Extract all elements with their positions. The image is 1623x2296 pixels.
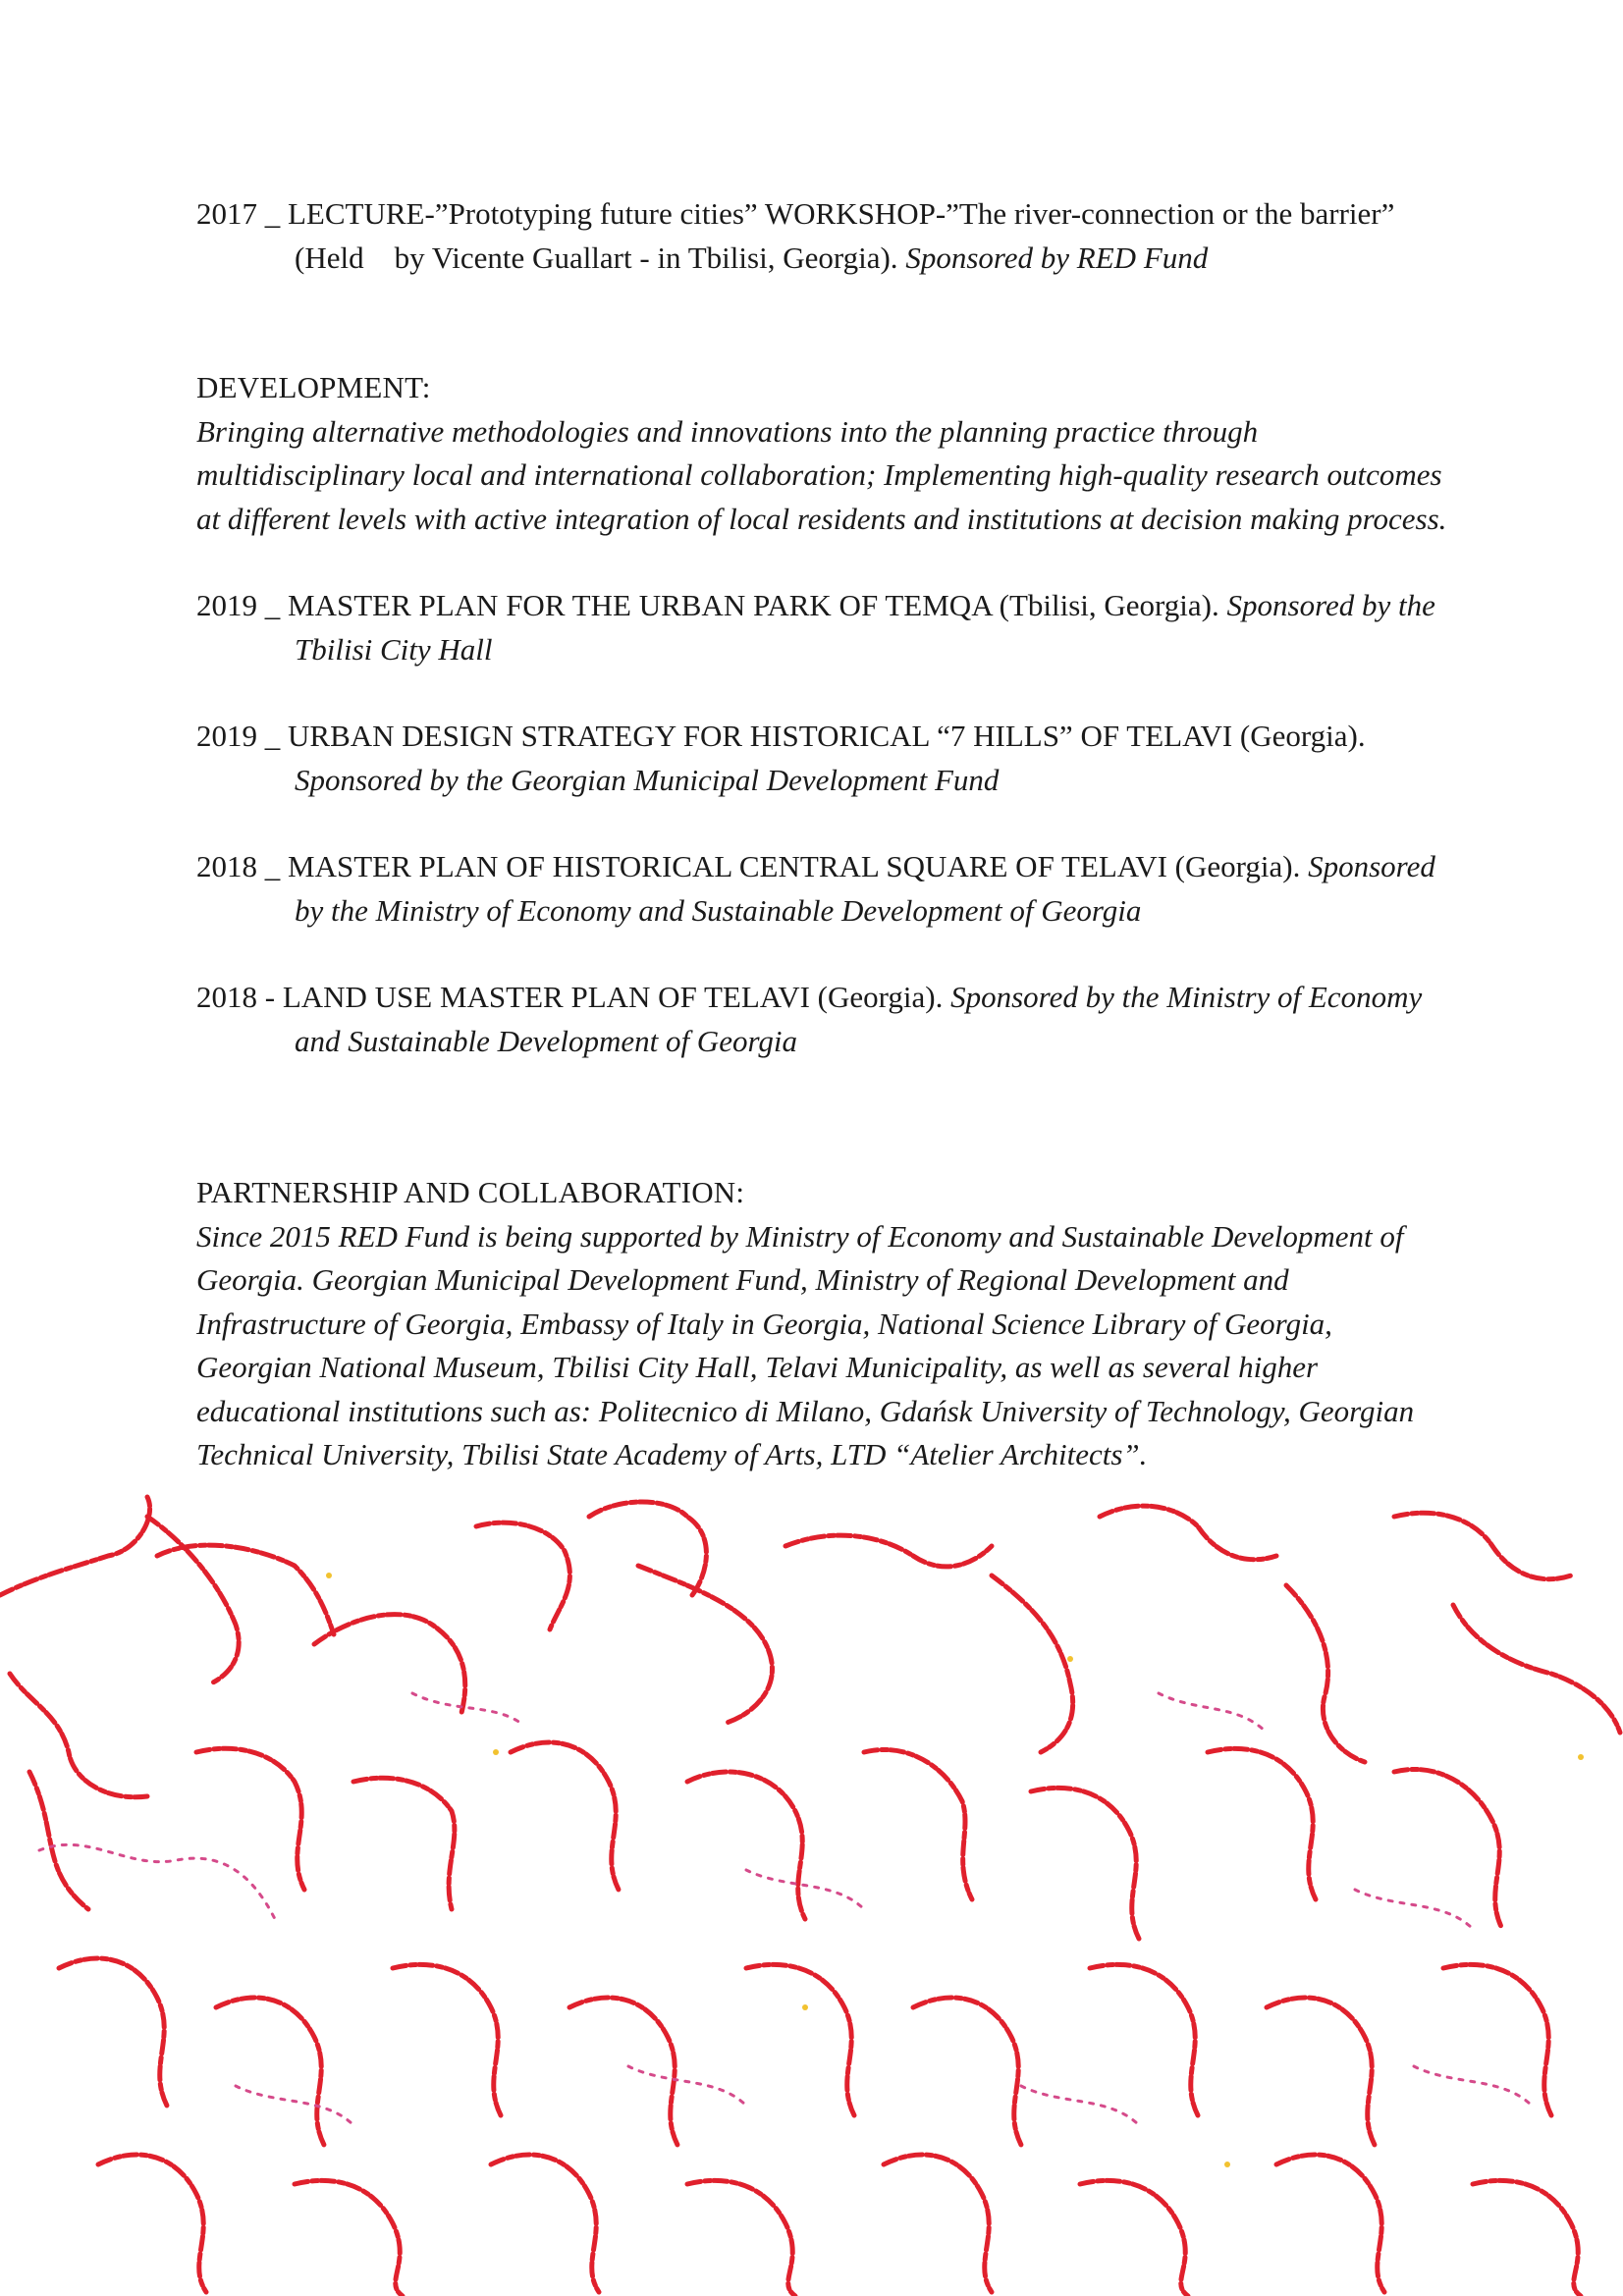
entry-heading <box>196 845 1543 889</box>
entry-title: 2019 _ MASTER PLAN FOR THE URBAN PARK OF TEMQA (Tbilisi, Georgia). <box>196 588 1227 622</box>
entry-title: 2019 _ URBAN DESIGN STRATEGY FOR HISTORICAL “7 HILLS” OF TELAVI (Georgia). <box>196 719 1366 753</box>
paragraph-line: educational institutions such as: Politecnico di Milano, Gdańsk University of Technology, Georgian <box>196 1393 1415 1428</box>
decorative-red-map-pattern <box>0 1458 1623 2296</box>
entry-sponsor: Sponsored by the Ministry of Economy <box>950 980 1423 1014</box>
entry-heading: 2017 _ LECTURE-”Prototyping future cities” WORKSHOP-”The river-connection or the barrier” <box>196 196 1395 231</box>
yellow-dots <box>326 1573 1584 2167</box>
spacer <box>196 280 1543 366</box>
spacer <box>196 802 1543 845</box>
entry-heading <box>196 976 1543 1020</box>
entry-2018-central-square <box>196 845 1543 933</box>
paragraph-line: Technical University, Tbilisi State Academy of Arts, LTD “Atelier Architects”. <box>196 1437 1148 1471</box>
paragraph-line: Bringing alternative methodologies and innovations into the planning practice through <box>196 413 1259 449</box>
entry-continuation: Tbilisi City Hall <box>295 631 493 667</box>
entry-title: 2018 _ MASTER PLAN OF HISTORICAL CENTRAL SQUARE OF TELAVI (Georgia). <box>196 849 1309 883</box>
paragraph-line: at different levels with active integration of local residents and institutions at decision making process. <box>196 501 1447 536</box>
entry-title: 2018 - LAND USE MASTER PLAN OF TELAVI (Georgia). <box>196 980 951 1014</box>
document-body <box>196 192 1543 1477</box>
spacer <box>196 933 1543 976</box>
paragraph-line: multidisciplinary local and international collaboration; Implementing high-quality research outcomes <box>196 457 1442 492</box>
entry-sponsor: Sponsored <box>1308 849 1435 883</box>
entry-continuation: Sponsored by the Georgian Municipal Development Fund <box>295 762 1000 797</box>
section-heading: PARTNERSHIP AND COLLABORATION: <box>196 1175 745 1209</box>
paragraph-line: Georgian National Museum, Tbilisi City Hall, Telavi Municipality, as well as several higher <box>196 1350 1319 1384</box>
partnership-section <box>196 1171 1543 1477</box>
entry-continuation <box>196 237 1543 281</box>
paragraph-line: Georgia. Georgian Municipal Development Fund, Ministry of Regional Development and <box>196 1262 1289 1297</box>
development-section <box>196 366 1543 541</box>
paragraph-line: Since 2015 RED Fund is being supported by Ministry of Economy and Sustainable Development of <box>196 1218 1404 1254</box>
entry-heading <box>196 584 1543 628</box>
spacer <box>196 541 1543 584</box>
entry-continuation: by the Ministry of Economy and Sustainable Development of Georgia <box>295 892 1142 928</box>
entry-continuation: and Sustainable Development of Georgia <box>295 1023 797 1058</box>
entry-sponsor: Sponsored by the <box>1226 588 1435 622</box>
entry-2017-lecture <box>196 192 1543 280</box>
entry-2019-temqa <box>196 584 1543 671</box>
entry-heading <box>196 715 1543 759</box>
spacer <box>196 1063 1543 1171</box>
spacer <box>196 671 1543 715</box>
entry-sponsor: Sponsored by RED Fund <box>905 240 1209 275</box>
section-heading: DEVELOPMENT: <box>196 370 431 404</box>
pink-contour-lines <box>39 1693 1532 2125</box>
entry-2018-land-use <box>196 976 1543 1063</box>
paragraph-line: Infrastructure of Georgia, Embassy of Italy in Georgia, National Science Library of Georgia, <box>196 1306 1332 1341</box>
entry-2019-7-hills <box>196 715 1543 802</box>
entry-details: (Held by Vicente Guallart - in Tbilisi, Georgia). <box>295 240 906 275</box>
